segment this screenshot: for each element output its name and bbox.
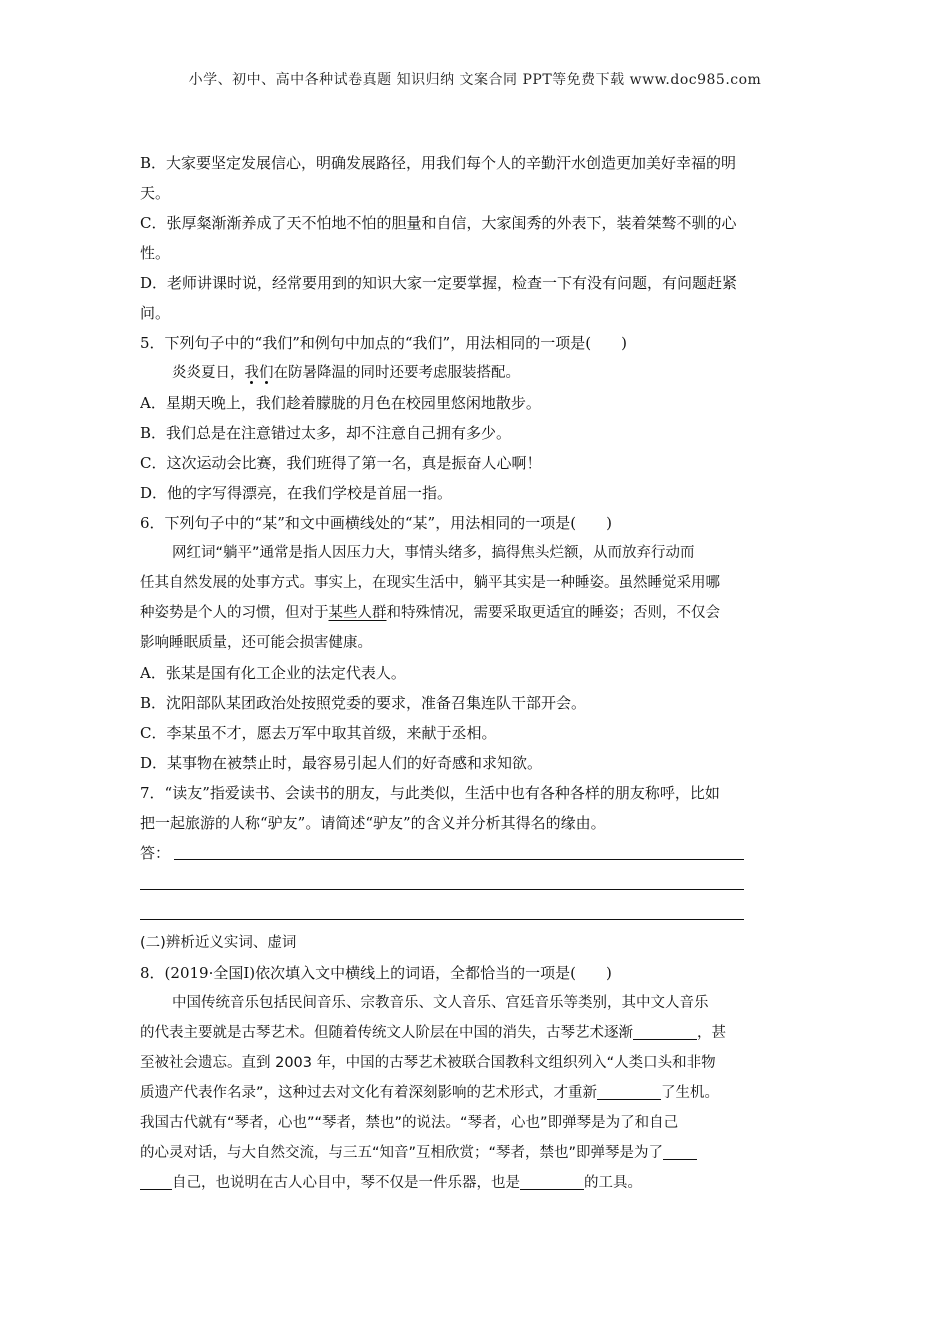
q8-blank-3b[interactable] bbox=[140, 1174, 172, 1190]
q8-passage-line4-post: 了生机。 bbox=[661, 1085, 720, 1101]
q8-passage-line2-pre: 的代表主要就是古琴艺术。但随着传统文人阶层在中国的消失，古琴艺术逐渐 bbox=[140, 1025, 633, 1041]
q8-blank-4[interactable] bbox=[520, 1174, 584, 1190]
q6-passage-line4: 影响睡眠质量，还可能会损害健康。 bbox=[140, 635, 372, 651]
q5-option-c: C．这次运动会比赛，我们班得了第一名，真是振奋人心啊！ bbox=[140, 454, 542, 472]
q4-option-b-line2: 天。 bbox=[140, 184, 171, 202]
q7-stem-line1: 7．“读友”指爱读书、会读书的朋友，与此类似，生活中也有各种各样的朋友称呼，比如 bbox=[140, 784, 720, 802]
q6-underlined-phrase: 某些人群 bbox=[328, 605, 387, 621]
q6-option-c: C．李某虽不才，愿去万军中取其首级，来献于丞相。 bbox=[140, 724, 497, 742]
q8-passage-line7 bbox=[140, 1168, 812, 1198]
q5-option-d: D．他的字写得漂亮，在我们学校是首屈一指。 bbox=[140, 484, 453, 502]
q8-blank-1[interactable] bbox=[633, 1024, 697, 1040]
q6-option-b: B．沈阳部队某团政治处按照党委的要求，准备召集连队干部开会。 bbox=[140, 694, 587, 712]
q4-option-c-line2: 性。 bbox=[140, 244, 171, 262]
q8-passage-line4 bbox=[140, 1078, 812, 1108]
q8-stem: 8．(2019·全国Ⅰ)依次填入文中横线上的词语，全都恰当的一项是( ) bbox=[140, 964, 612, 982]
q8-passage-line3: 至被社会遗忘。直到 2003 年，中国的古琴艺术被联合国教科文组织列入“人类口头和非物 bbox=[140, 1055, 716, 1071]
q6-passage-line3-post: 和特殊情况，需要采取更适宜的睡姿；否则，不仅会 bbox=[386, 605, 720, 621]
q6-passage-line3 bbox=[140, 598, 812, 628]
q6-passage-line3-pre: 种姿势是个人的习惯，但对于 bbox=[140, 605, 329, 621]
page-header: 小学、初中、高中各种试卷真题 知识归纳 文案合同 PPT等免费下载 www.doc985.com bbox=[188, 72, 762, 88]
q5-example-post: 在防暑降温的同时还要考虑服装搭配。 bbox=[273, 365, 520, 381]
q5-example bbox=[140, 358, 812, 388]
q6-option-d: D．某事物在被禁止时，最容易引起人们的好奇感和求知欲。 bbox=[140, 754, 543, 772]
q7-answer-line-3[interactable] bbox=[140, 898, 812, 928]
q8-blank-3a[interactable] bbox=[663, 1144, 697, 1160]
q6-stem: 6．下列句子中的“某”和文中画横线处的“某”，用法相同的一项是( ) bbox=[140, 514, 612, 532]
answer-rule bbox=[174, 859, 744, 860]
q5-dotted-char-1: 我 bbox=[244, 365, 259, 381]
q5-example-pre: 炎炎夏日， bbox=[172, 365, 245, 381]
q7-answer-label: 答： bbox=[140, 844, 171, 862]
q4-option-c-line1: C．张厚粲渐渐养成了天不怕地不怕的胆量和自信，大家闺秀的外表下，装着桀骜不驯的心 bbox=[140, 214, 737, 232]
q6-passage-line2: 任其自然发展的处事方式。事实上，在现实生活中，躺平其实是一种睡姿。虽然睡觉采用哪 bbox=[140, 575, 720, 591]
q5-option-a: A．星期天晚上，我们趁着朦胧的月色在校园里悠闲地散步。 bbox=[140, 394, 541, 412]
q7-answer-line-2[interactable] bbox=[140, 868, 812, 898]
answer-rule bbox=[140, 889, 744, 890]
q5-stem: 5．下列句子中的“我们”和例句中加点的“我们”，用法相同的一项是( ) bbox=[140, 334, 627, 352]
q8-passage-line6 bbox=[140, 1138, 812, 1168]
q4-option-d-line1: D．老师讲课时说，经常要用到的知识大家一定要掌握，检查一下有没有问题，有问题赶紧 bbox=[140, 274, 738, 292]
q6-option-a: A．张某是国有化工企业的法定代表人。 bbox=[140, 664, 406, 682]
q8-passage-line4-pre: 质遗产代表作名录”，这种过去对文化有着深刻影响的艺术形式，才重新 bbox=[140, 1085, 598, 1101]
answer-rule bbox=[140, 919, 744, 920]
q8-blank-2[interactable] bbox=[597, 1084, 661, 1100]
q8-passage-line2 bbox=[140, 1018, 812, 1048]
q8-passage-line5: 我国古代就有“琴者，心也”“琴者，禁也”的说法。“琴者，心也”即弹琴是为了和自己 bbox=[140, 1115, 679, 1131]
q8-passage-line7-post: 的工具。 bbox=[584, 1175, 642, 1191]
q8-passage-line6-pre: 的心灵对话，与大自然交流，与三五“知音”互相欣赏；“琴者，禁也”即弹琴是为了 bbox=[140, 1145, 664, 1161]
q7-stem-line2: 把一起旅游的人称“驴友”。请简述“驴友”的含义并分析其得名的缘由。 bbox=[140, 814, 606, 832]
q5-option-b: B．我们总是在注意错过太多，却不注意自己拥有多少。 bbox=[140, 424, 512, 442]
q8-passage-line1: 中国传统音乐包括民间音乐、宗教音乐、文人音乐、宫廷音乐等类别，其中文人音乐 bbox=[172, 995, 709, 1011]
q4-option-b-line1: B．大家要坚定发展信心，明确发展路径，用我们每个人的辛勤汗水创造更加美好幸福的明 bbox=[140, 154, 737, 172]
q8-passage-line7-pre: 自己，也说明在古人心目中，琴不仅是一件乐器，也是 bbox=[172, 1175, 520, 1191]
q7-answer-line-1[interactable] bbox=[140, 838, 812, 868]
q8-passage-line2-post: ，甚 bbox=[697, 1025, 726, 1041]
q5-dotted-char-2: 们 bbox=[259, 365, 274, 381]
section-title: (二)辨析近义实词、虚词 bbox=[140, 935, 297, 951]
document-body bbox=[140, 148, 812, 1198]
q4-option-d-line2: 问。 bbox=[140, 304, 171, 322]
q6-passage-line1: 网红词“躺平”通常是指人因压力大，事情头绪多，搞得焦头烂额，从而放弃行动而 bbox=[172, 545, 695, 561]
